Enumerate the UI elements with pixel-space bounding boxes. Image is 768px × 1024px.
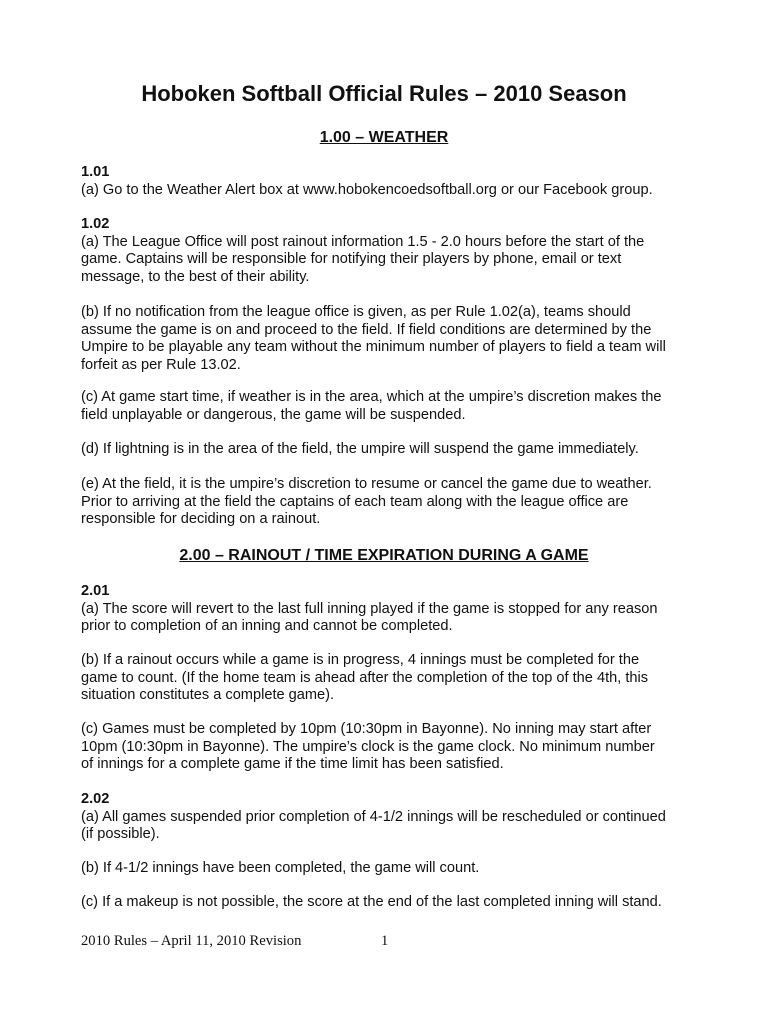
rule-paragraph: (b) If a rainout occurs while a game is in progress, 4 innings must be completed for the game to count. (If the home team is ahead after the completion of the top of the 4th, this situation constitutes a complete game). <box>81 652 649 704</box>
rule-1-02 <box>81 216 701 287</box>
rule-paragraph: (b) If 4-1/2 innings have been completed, the game will count. <box>81 860 480 876</box>
section-heading-rainout <box>0 546 768 566</box>
rule-2-02-b <box>81 860 701 878</box>
rule-1-02-b <box>81 304 701 375</box>
rule-1-02-d <box>81 441 701 459</box>
rule-1-02-e <box>81 476 701 529</box>
rule-number: 1.02 <box>81 216 110 232</box>
rule-number: 1.01 <box>81 164 110 180</box>
rule-paragraph: (c) At game start time, if weather is in the area, which at the umpire’s discretion makes the field unplayable or dangerous, the game will be suspended. <box>81 389 662 423</box>
rule-2-01 <box>81 583 701 636</box>
rule-paragraph: (a) Go to the Weather Alert box at www.hobokencoedsoftball.org or our Facebook group. <box>81 181 653 198</box>
rule-paragraph: (a) All games suspended prior completion of 4-1/2 innings will be rescheduled or continued (if possible). <box>81 808 666 843</box>
rule-2-02-c <box>81 894 701 912</box>
rule-1-01 <box>81 164 701 199</box>
rule-number: 2.01 <box>81 583 110 599</box>
rule-paragraph: (c) If a makeup is not possible, the score at the end of the last completed inning will stand. <box>81 894 662 910</box>
rule-2-01-c <box>81 721 701 774</box>
rule-1-02-c <box>81 389 701 424</box>
document-title: Hoboken Softball Official Rules – 2010 Season <box>141 81 627 106</box>
rule-paragraph: (d) If lightning is in the area of the field, the umpire will suspend the game immediately. <box>81 441 639 457</box>
rule-paragraph: (b) If no notification from the league office is given, as per Rule 1.02(a), teams should assume the game is on and proceed to the field. If field conditions are determined by the Umpire to be playable any team without the minimum number of players to field a team will forfeit as per Rule 13.02. <box>81 304 666 374</box>
rule-2-01-b <box>81 652 701 705</box>
page-number: 1 <box>381 933 389 949</box>
rule-2-02 <box>81 791 701 844</box>
rule-paragraph: (e) At the field, it is the umpire’s discretion to resume or cancel the game due to weather. Prior to arriving at the field the captains of each team along with the league office are responsible for deciding on a rainout. <box>81 476 652 528</box>
section-heading-weather <box>0 128 768 148</box>
section-heading-label: 1.00 – WEATHER <box>319 129 449 146</box>
revision-label: 2010 Rules – April 11, 2010 Revision <box>81 933 302 949</box>
rule-number: 2.02 <box>81 791 110 807</box>
rule-paragraph: (a) The score will revert to the last full inning played if the game is stopped for any reason prior to completion of an inning and cannot be completed. <box>81 600 658 635</box>
rule-paragraph: (c) Games must be completed by 10pm (10:30pm in Bayonne). No inning may start after 10pm (10:30pm in Bayonne). The umpire’s clock is the game clock. No minimum number of innings for a complete game if the time limit has been satisfied. <box>81 721 655 773</box>
section-heading-label: 2.00 – RAINOUT / TIME EXPIRATION DURING A GAME <box>179 547 589 564</box>
rule-paragraph: (a) The League Office will post rainout information 1.5 - 2.0 hours before the start of the game. Captains will be responsible for notifying their players by phone, email or text message, to the best of their ability. <box>81 233 645 286</box>
